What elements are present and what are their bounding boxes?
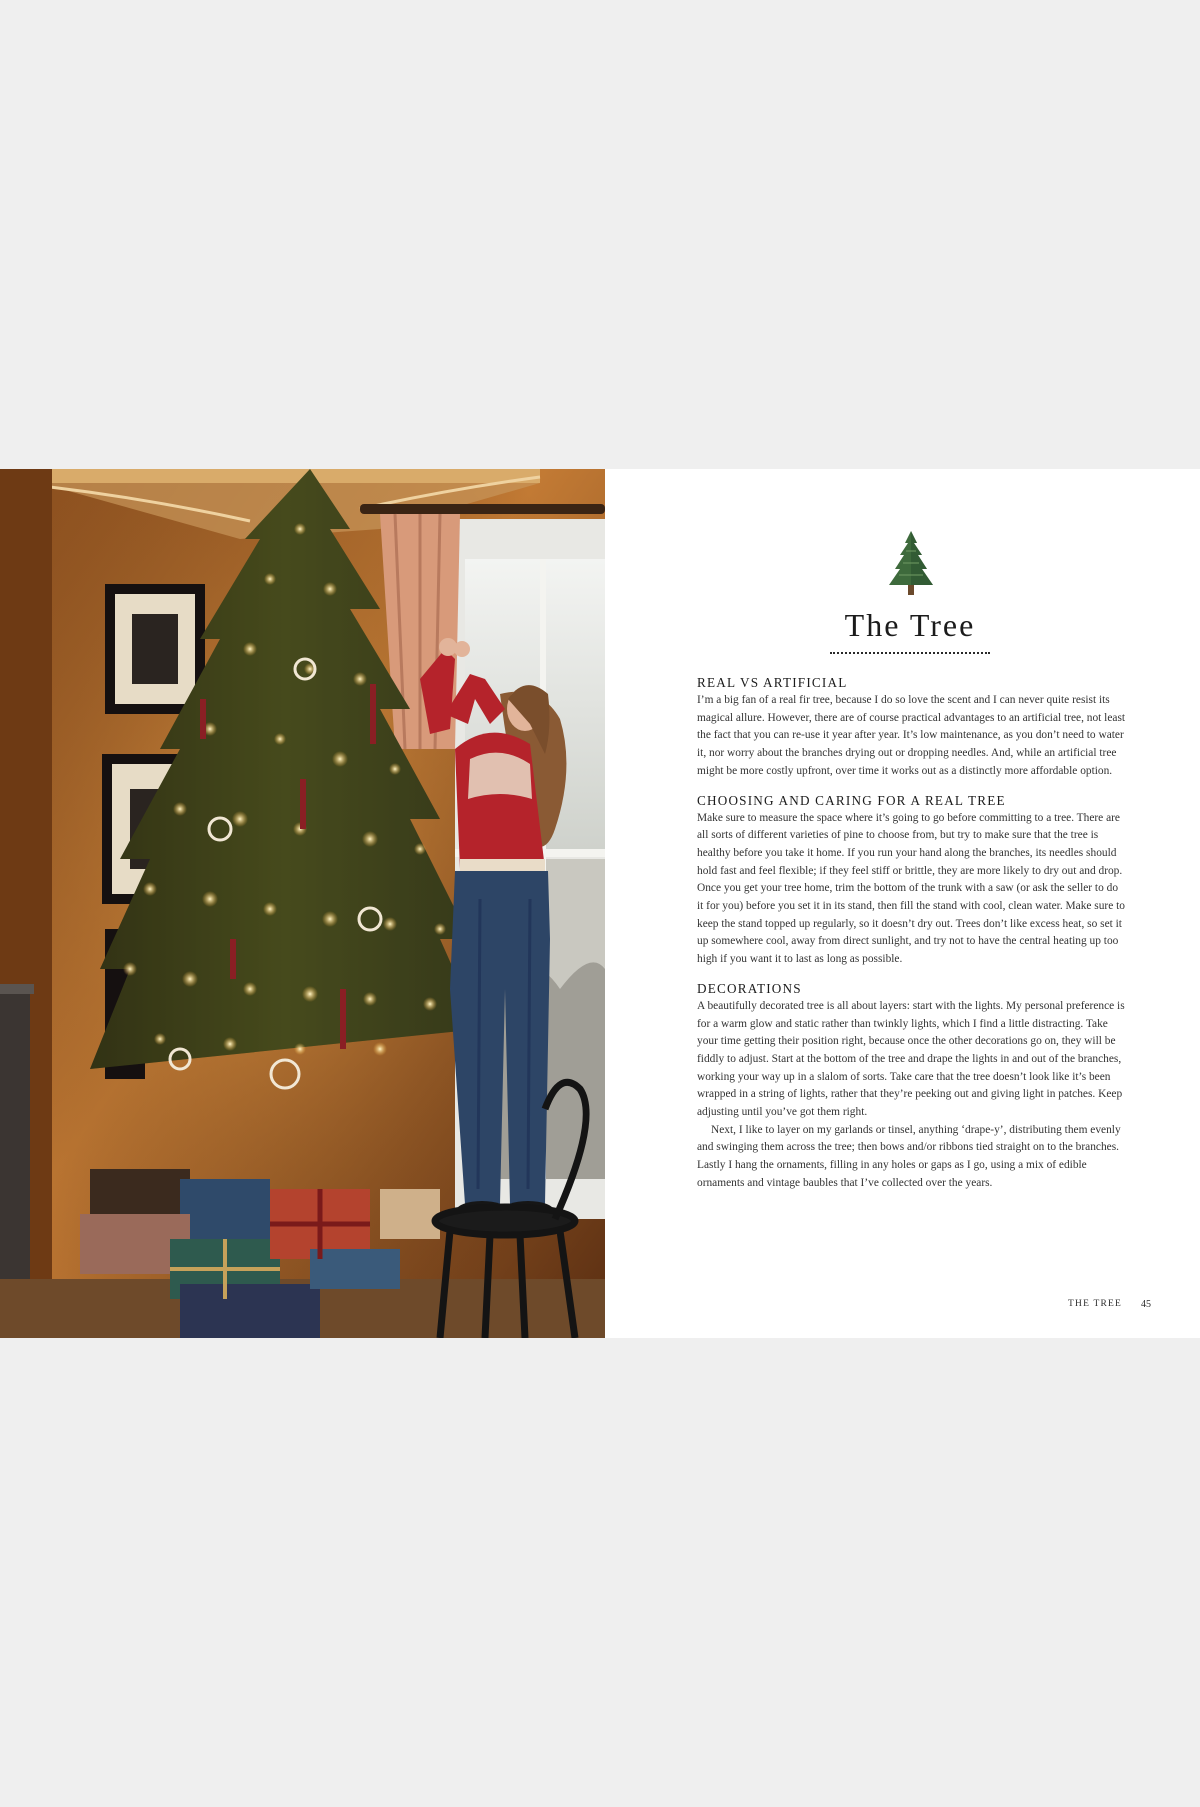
section-heading: REAL VS ARTIFICIAL [697,675,848,690]
section-heading: DECORATIONS [697,980,802,996]
chapter-title: The Tree [844,607,976,643]
christmas-tree-photo [0,469,605,1338]
running-footer: THE TREE [1068,1299,1123,1309]
section-paragraph: Next, I like to layer on my garlands or tinsel, anything ‘drape-y’, distributing them evenly and swinging them across the tree; then bows and/or ribbons tied straight on to the branches. Lastly I hang the ornaments, filling in any holes or gaps as I go, using a mix of edible ornaments and vintage baubles that I’ve collected over the years. [697,1123,1121,1189]
title-divider [830,652,990,654]
section-decorations [697,981,1127,1193]
section-real-vs-artificial [697,675,1127,781]
text-page [605,469,1200,1338]
page-number: 45 [1141,1299,1151,1310]
section-paragraph: A beautifully decorated tree is all about layers: start with the lights. My personal preference is for a warm glow and static rather than twinkly lights, which I find a little distracting. Take your time getting their position right, because once the other decorations go on, they will be fiddly to adjust. Start at the bottom of the tree and drape the lights in and out of the branches, working your way up in a slalom of sorts. Take care that the tree doesn’t look like it’s been wrapped in a string of lights, rather that they’re peeking out and giving light in patches. Keep adjusting until you’ve got them right. [697,999,1125,1119]
section-paragraph: I’m a big fan of a real fir tree, because I do so love the scent and I can never quite resist its magical allure. However, there are of course practical advantages to an artificial tree, not least the fact that you can re-use it year after year. It’s low maintenance, as you don’t need to water it, nor worry about the branches drying out or dropping needles. And, while an artificial tree might be more costly upfront, over time it works out as a distinctly more affordable option. [697,694,1126,777]
section-choosing-and-caring [697,793,1127,969]
section-paragraph: Make sure to measure the space where it’s going to go before committing to a tree. There are all sorts of different varieties of pine to choose from, but try to make sure that the tree is healthy before you take it home. If you run your hand along the branches, its needles should hold fast and feel flexible; if they feel stiff or brittle, they are more likely to dry out and drop. Once you get your tree home, trim the bottom of the trunk with a saw (or ask the seller to do it for you) before you set it in its stand, then fill the stand with cool, clean water. Make sure to keep the stand topped up regularly, so it doesn’t dry out. Trees don’t like excess heat, so set it up somewhere cool, away from direct sunlight, and try not to have the central heating up too high if you want it to last as long as possible. [697,811,1125,966]
book-spread [0,469,1200,1338]
section-heading: CHOOSING AND CARING FOR A REAL TREE [697,792,1006,808]
christmas-tree-illustration-icon [881,529,941,601]
chapter-body [697,675,1127,1205]
